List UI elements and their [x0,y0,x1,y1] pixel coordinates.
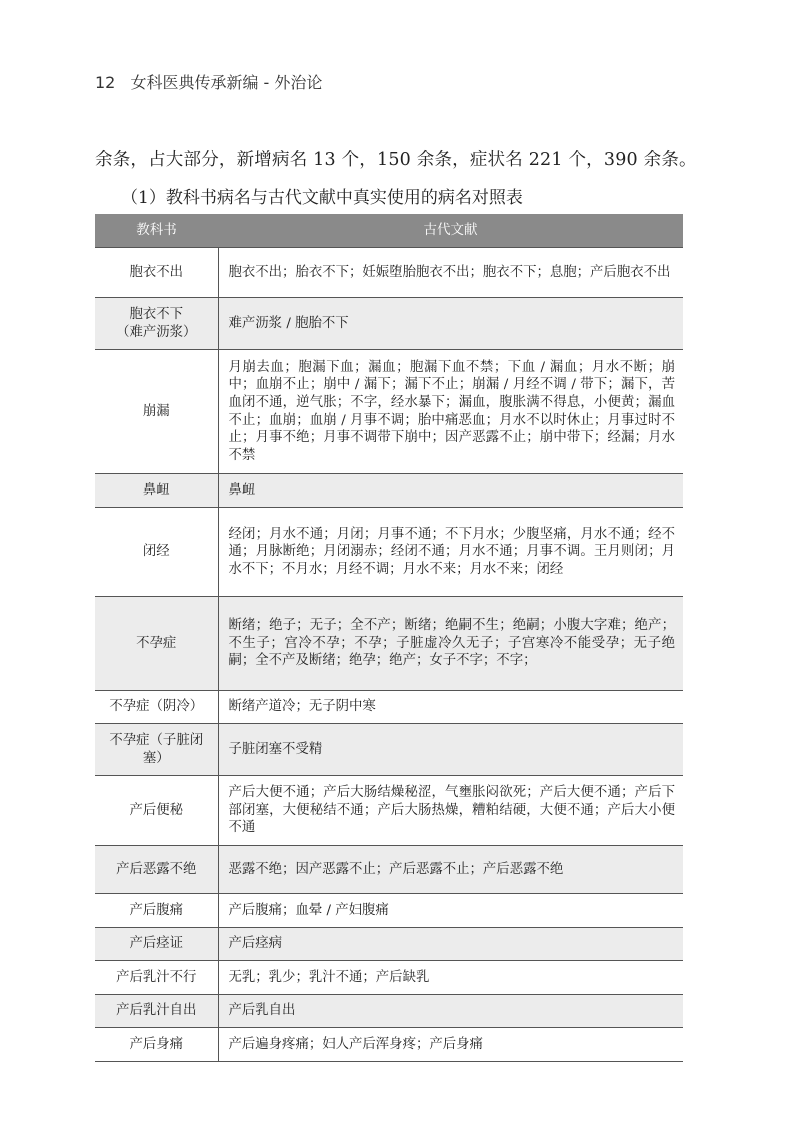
ancient-names-cell: 经闭；月水不通；月闭；月事不通；不下月水；少腹坚痛，月水不通；经不通；月脉断绝；月闭溺赤；经闭不通；月水不通；月事不调。王月则闭；月水不下；不月水；月经不调；月水不来；月水不来；闭经 [218,508,683,597]
ancient-names-cell: 产后痉病 [218,928,683,961]
ancient-names-cell: 恶露不绝；因产恶露不止；产后恶露不止；产后恶露不绝 [218,846,683,894]
table-row [95,928,683,961]
running-header [95,70,322,93]
ancient-names-cell: 鼻衄 [218,474,683,508]
textbook-term-cell: 产后腹痛 [95,894,218,928]
table-row [95,597,683,691]
textbook-term-cell: 鼻衄 [95,474,218,508]
intro-paragraph: 余条，占大部分，新增病名 13 个，150 余条，症状名 221 个，390 余条。 [95,150,697,170]
table-row [95,1028,683,1062]
textbook-term-cell: 产后便秘 [95,776,218,846]
textbook-term-cell: 胞衣不出 [95,248,218,298]
table-row [95,691,683,724]
book-title: 女科医典传承新编 - 外治论 [130,73,323,92]
table-row [95,961,683,995]
ancient-names-cell: 断绪；绝子；无子；全不产；断绪；绝嗣不生；绝嗣；小腹大字难；绝产；不生子；宫冷不孕；不孕；子脏虚冷久无子；子宫寒冷不能受孕；无子绝嗣；全不产及断绪；绝孕；绝产；女子不字；不字； [218,597,683,691]
ancient-names-cell: 胞衣不出；胎衣不下；妊娠堕胎胞衣不出；胞衣不下；息胞；产后胞衣不出 [218,248,683,298]
table-header-row [95,214,683,248]
table-row [95,508,683,597]
textbook-term-cell: 产后乳汁自出 [95,995,218,1028]
column-header-ancient-literature: 古代文献 [218,214,683,248]
ancient-names-cell: 难产沥浆 / 胞胎不下 [218,298,683,350]
ancient-names-cell: 产后遍身疼痛；妇人产后浑身疼；产后身痛 [218,1028,683,1062]
table-row [95,298,683,350]
table-row [95,894,683,928]
disease-name-table [95,214,683,1062]
ancient-names-cell: 月崩去血；胞漏下血；漏血；胞漏下血不禁；下血 / 漏血；月水不断；崩中；血崩不止；崩中 / 漏下；漏下不止；崩漏 / 月经不调 / 带下；漏下，苦血闭不通，逆气胀；不字，经水暴下；漏血，腹胀满不得息，小便黄；漏血不止；血崩；血崩 / 月事不调；胎中痛恶血；月水不以时休止；月事过时不止；月事不绝；月事不调带下崩中；因产恶露不止；崩中带下；经漏；月水不禁 [218,350,683,474]
table-row [95,776,683,846]
ancient-names-cell: 产后乳自出 [218,995,683,1028]
section-heading: （1）教科书病名与古代文献中真实使用的病名对照表 [121,188,523,208]
textbook-term-cell: 产后身痛 [95,1028,218,1062]
textbook-term-cell: 胞衣不下 （难产沥浆） [95,298,218,350]
textbook-term-cell: 闭经 [95,508,218,597]
ancient-names-cell: 断绪产道冷；无子阴中寒 [218,691,683,724]
table-row [95,248,683,298]
table-row [95,350,683,474]
textbook-term-cell: 不孕症 [95,597,218,691]
table-row [95,995,683,1028]
ancient-names-cell: 产后大便不通；产后大肠结燥秘涩，气壅胀闷欲死；产后大便不通；产后下部闭塞，大便秘结不通；产后大肠热燥，糟粕结硬，大便不通；产后大小便不通 [218,776,683,846]
page-number: 12 [95,73,116,92]
textbook-term-cell: 不孕症（子脏闭 塞） [95,724,218,776]
ancient-names-cell: 无乳；乳少；乳汁不通；产后缺乳 [218,961,683,995]
table-row [95,724,683,776]
textbook-term-cell: 产后痉证 [95,928,218,961]
textbook-term-cell: 崩漏 [95,350,218,474]
textbook-term-cell: 不孕症（阴冷） [95,691,218,724]
ancient-names-cell: 产后腹痛；血晕 / 产妇腹痛 [218,894,683,928]
ancient-names-cell: 子脏闭塞不受精 [218,724,683,776]
column-header-textbook: 教科书 [95,214,218,248]
textbook-term-cell: 产后恶露不绝 [95,846,218,894]
table-row [95,474,683,508]
textbook-term-cell: 产后乳汁不行 [95,961,218,995]
table-row [95,846,683,894]
